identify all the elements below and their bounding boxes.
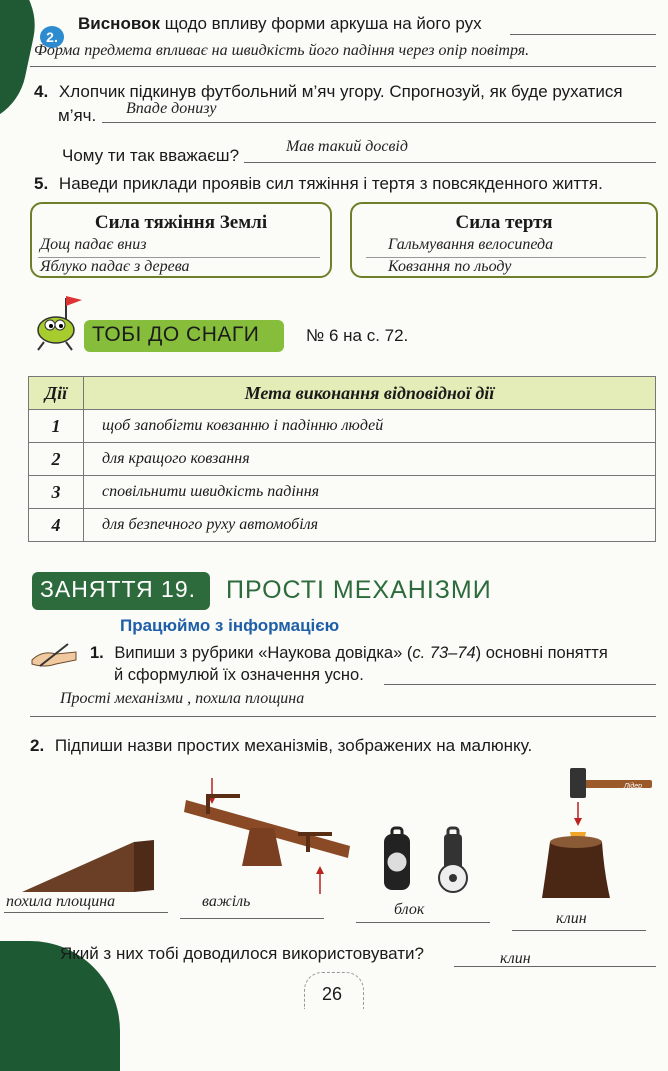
table-cell-value: для кращого ковзання (84, 443, 656, 476)
label-wedge: клин (556, 910, 587, 927)
table-header-col2: Мета виконання відповідної дії (84, 377, 656, 410)
q4-line-1 (102, 122, 656, 123)
table-cell-number: 4 (29, 509, 84, 542)
q2-line-1 (510, 34, 656, 35)
table-cell-number: 1 (29, 410, 84, 443)
line-inclined-plane (4, 912, 168, 913)
gravity-example-1: Дощ падає вниз (40, 236, 147, 253)
t1-text-1 (90, 644, 608, 663)
t1-text-ref: с. 73–74 (412, 644, 476, 662)
q2-question (78, 14, 482, 34)
q4-text-2: м’яч. (58, 106, 97, 125)
table-header-col1: Дії (29, 377, 84, 410)
label-pulley: блок (394, 901, 425, 918)
t2-number: 2. (30, 736, 45, 755)
friction-title: Сила тертя (455, 212, 553, 233)
lesson-subtitle: Працюймо з інформацією (120, 616, 340, 635)
lever-image (178, 776, 356, 896)
q5-question: Наведи приклади проявів сил тяжіння і тертя з повсякденного життя. (58, 174, 603, 193)
writing-hand-icon (30, 640, 80, 670)
t1-text-b: ) основні поняття (475, 644, 608, 662)
line-wedge (512, 930, 646, 931)
table-row (29, 443, 656, 476)
q2-number: 2. (46, 29, 58, 45)
q4-answer-1: Впаде донизу (126, 100, 217, 117)
snow-label: ТОБІ ДО СНАГИ (92, 323, 260, 346)
table-cell-value: сповільнити швидкість падіння (84, 476, 656, 509)
t2-text (30, 736, 532, 756)
label-inclined-plane: похила площина (6, 893, 116, 910)
pulley-image (378, 826, 474, 898)
t1-text-2: й сформулюй їх означення усно. (114, 666, 364, 684)
t1-line-2 (30, 716, 656, 717)
table-cell-value: для безпечного руху автомобіля (84, 509, 656, 542)
q4-text-1 (34, 82, 623, 102)
t1-line-1 (384, 684, 656, 685)
q2-answer: Форма предмета впливає на швидкість його падіння через опір повітря. (34, 42, 530, 59)
t1-number: 1. (90, 644, 104, 662)
friction-example-1: Гальмування велосипеда (388, 236, 554, 253)
friction-box (350, 202, 658, 278)
q4-answer-2: Мав такий досвід (286, 138, 408, 155)
line-pulley (356, 922, 490, 923)
q2-text: щодо впливу форми аркуша на його рух (159, 14, 482, 33)
t2-question: Підпиши назви простих механізмів, зображених на малюнку. (54, 736, 533, 755)
table-cell-number: 2 (29, 443, 84, 476)
q4-number: 4. (34, 82, 49, 101)
inclined-plane-image (22, 836, 162, 894)
table-row (29, 476, 656, 509)
q5-text (34, 174, 603, 194)
actions-table (28, 376, 656, 542)
t3-answer: клин (500, 950, 531, 967)
gravity-example-2: Яблуко падає з дерева (40, 258, 190, 275)
q5-number: 5. (34, 174, 49, 193)
gravity-title: Сила тяжіння Землі (94, 212, 268, 233)
gravity-box (30, 202, 332, 278)
decorative-leaf-top (0, 0, 49, 136)
t1-text-a: Випиши з рубрики «Наукова довідка» ( (114, 644, 413, 662)
label-lever: важіль (202, 893, 251, 910)
bug-mascot-icon (30, 292, 90, 356)
q2-line-2 (30, 66, 656, 67)
q4-line-2 (244, 162, 656, 163)
t3-question: Який з них тобі доводилося використовувати? (60, 944, 424, 963)
t1-answer: Прості механізми , похила площина (60, 690, 305, 707)
table-cell-value: щоб запобігти ковзанню і падінню людей (84, 410, 656, 443)
table-row (29, 509, 656, 542)
page-number: 26 (322, 984, 343, 1004)
line-lever (180, 918, 324, 919)
hammer-brand: Лідер (624, 783, 643, 790)
lesson-badge-text: ЗАНЯТТЯ 19. (40, 576, 197, 602)
q2-bold: Висновок (78, 14, 160, 33)
table-header-row (29, 377, 656, 410)
t3-line (454, 966, 656, 967)
friction-example-2: Ковзання по льоду (388, 258, 512, 275)
lesson-title: ПРОСТІ МЕХАНІЗМИ (226, 576, 492, 604)
table-cell-number: 3 (29, 476, 84, 509)
snow-ref: № 6 на с. 72. (306, 326, 409, 345)
q4-question: Хлопчик підкинув футбольний м’яч угору. Спрогнозуй, як буде рухатися (58, 82, 623, 101)
table-row (29, 410, 656, 443)
q4-why: Чому ти так вважаєш? (62, 146, 240, 165)
